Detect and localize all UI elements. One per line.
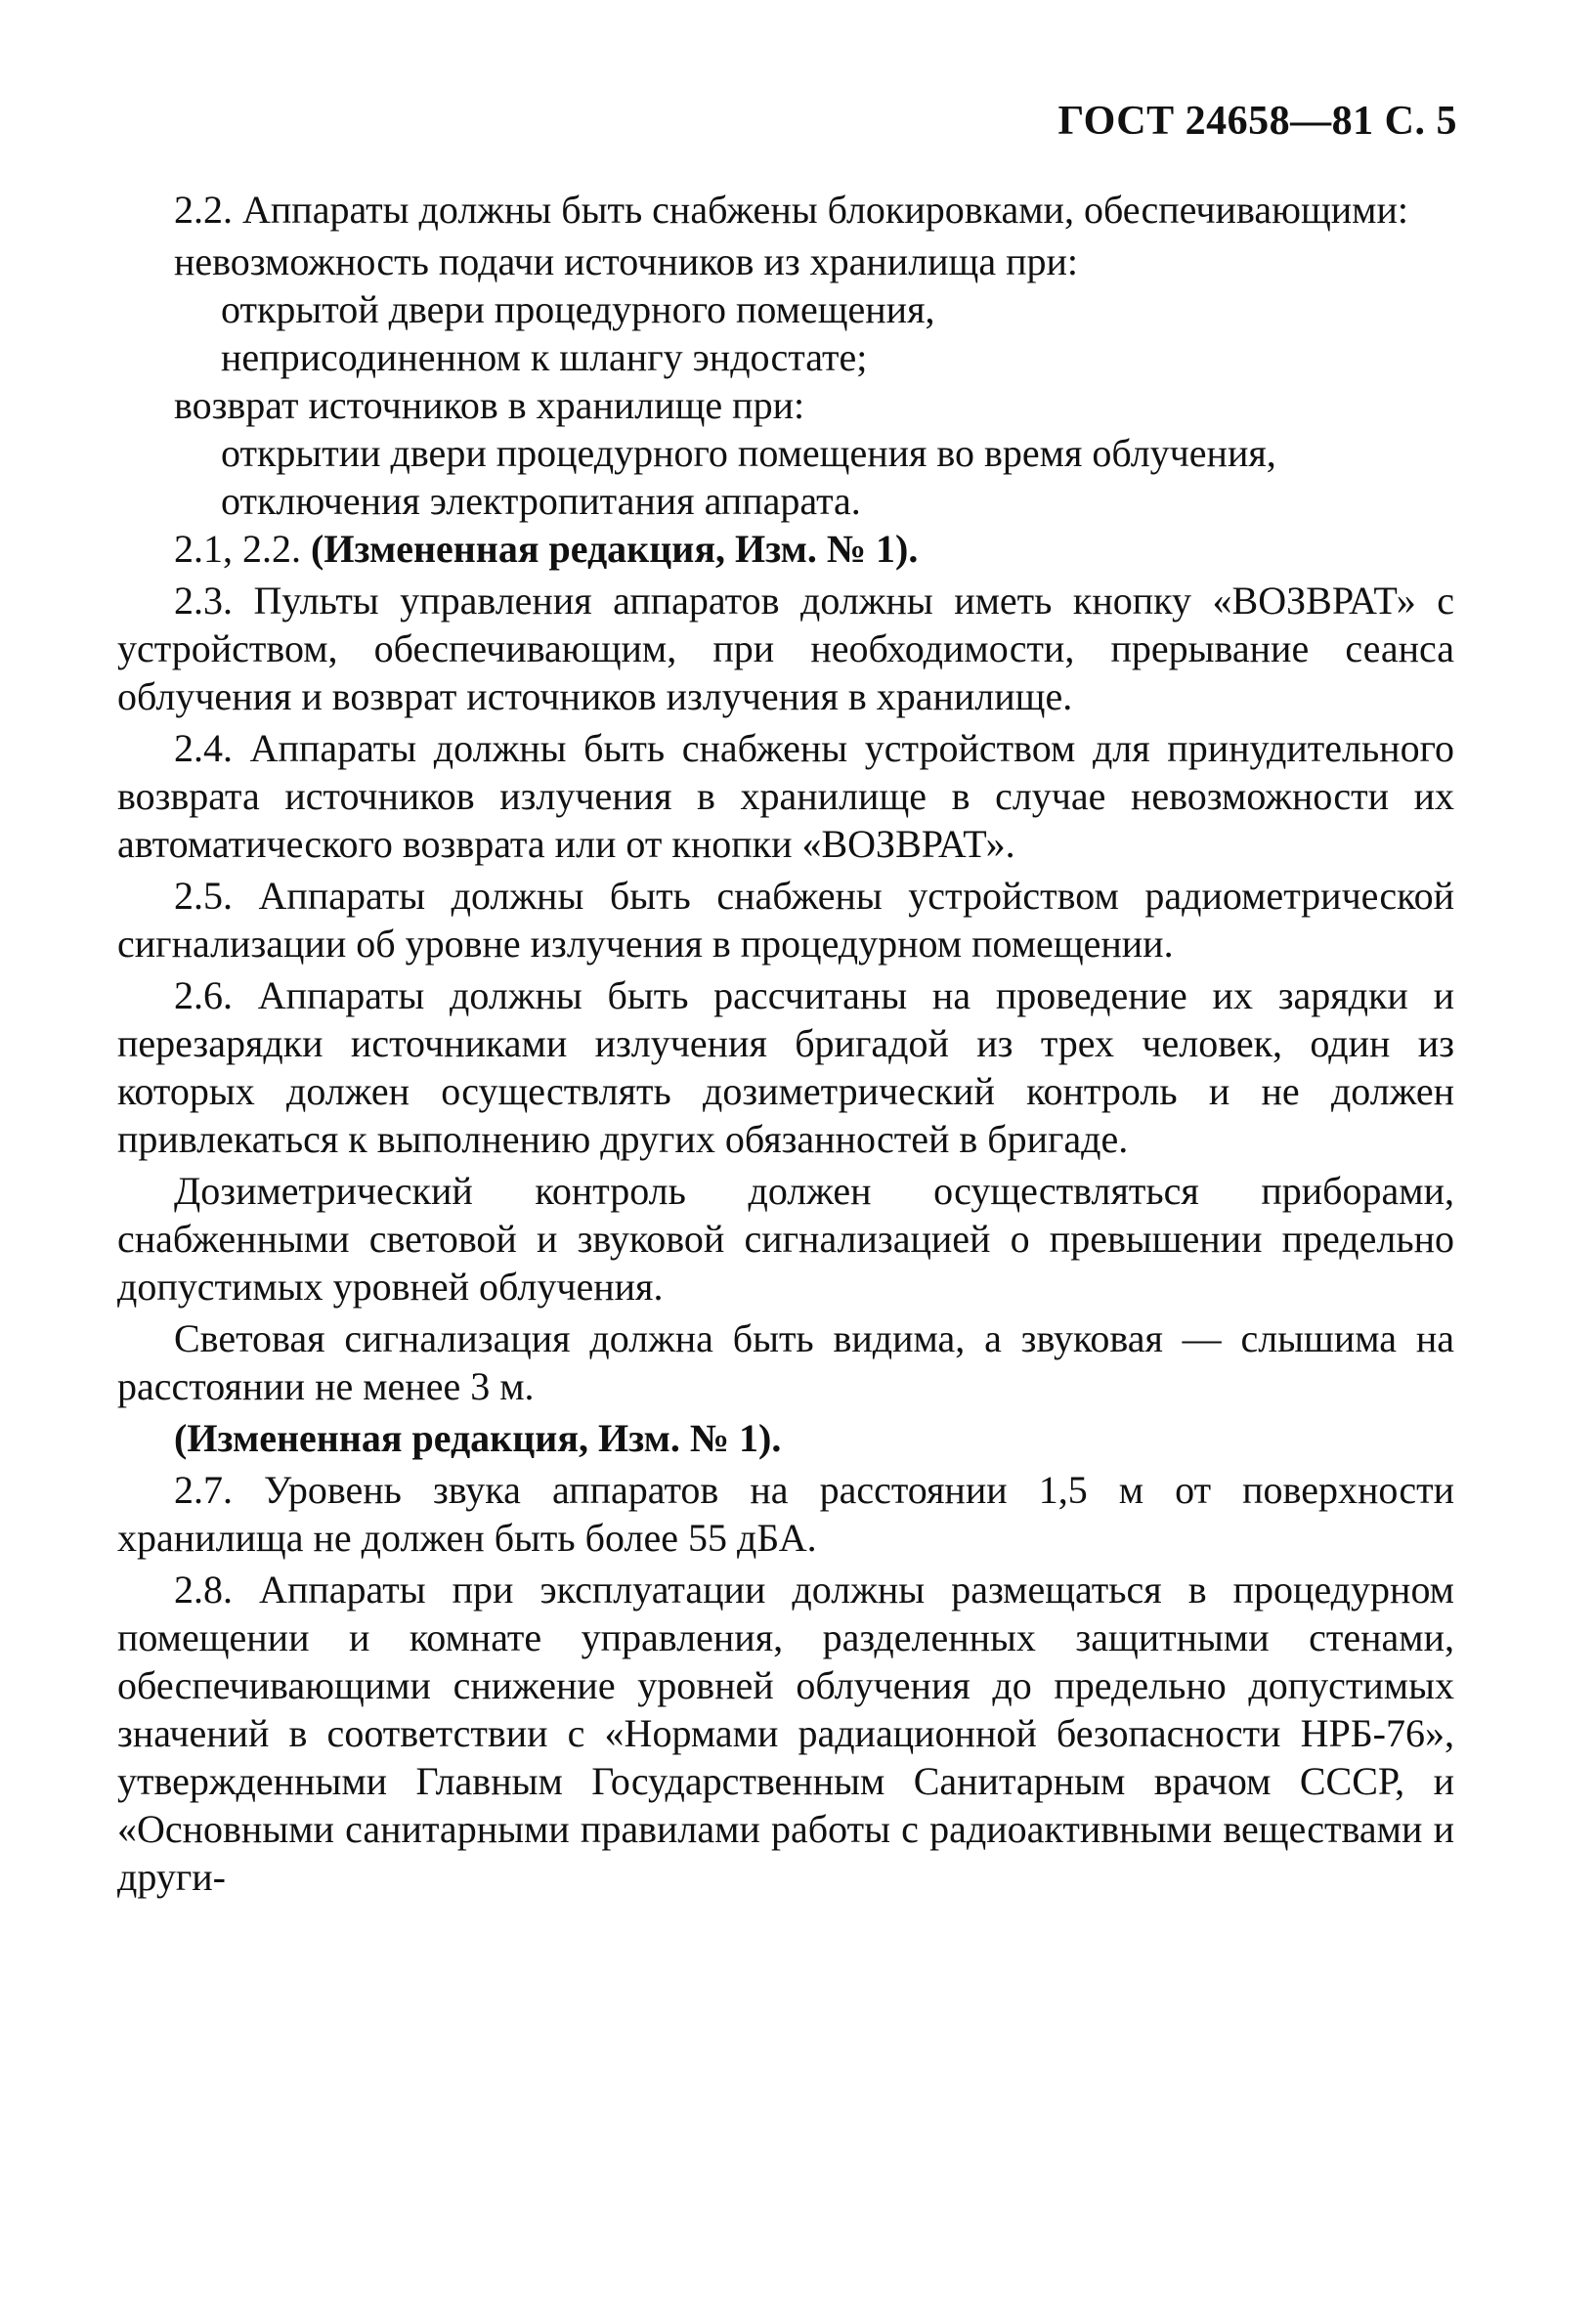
amendment-prefix: 2.1, 2.2.	[174, 527, 301, 571]
paragraph-2-8: 2.8. Аппараты при эксплуатации должны размещаться в процедурном помещении и комнате управления, разделенных защитными стенами, обеспечивающими снижение уровней облучения до предельно допустимых значений в соответствии с «Нормами радиационной безопасности НРБ-76», утвержденными Главным Государственным Санитарным врачом СССР, и «Основными санитарными правилами работы с радиоактивными веществами и други-	[117, 1568, 1454, 1899]
paragraph-2-2-a1: открытой двери процедурного помещения,	[221, 287, 935, 331]
paragraph-2-3: 2.3. Пульты управления аппаратов должны иметь кнопку «ВОЗВРАТ» с устройством, обеспечивающим, при необходимости, прерывание сеанса облучения и возврат источников излучения в хранилище.	[117, 579, 1454, 718]
paragraph-signal: Световая сигнализация должна быть видима, а звуковая — слышима на расстоянии не менее 3 м.	[117, 1316, 1454, 1408]
paragraph-dosimetry: Дозиметрический контроль должен осуществляться приборами, снабженными световой и звуковой сигнализацией о превышении предельно допустимых уровней облучения.	[117, 1169, 1454, 1309]
document-body	[117, 186, 1454, 1905]
running-header: ГОСТ 24658—81 С. 5	[1057, 99, 1457, 144]
paragraph-2-2-b2: отключения электропитания аппарата.	[221, 479, 861, 523]
paragraph-2-2-b1: открытии двери процедурного помещения во время облучения,	[221, 431, 1276, 475]
paragraph-2-5: 2.5. Аппараты должны быть снабжены устройством радиометрической сигнализации об уровне излучения в процедурном помещении.	[117, 874, 1454, 966]
amendment-bold: (Измененная редакция, Изм. № 1).	[311, 527, 919, 571]
paragraph-2-2-a: невозможность подачи источников из хранилища при:	[174, 239, 1079, 283]
paragraph-2-7: 2.7. Уровень звука аппаратов на расстоянии 1,5 м от поверхности хранилища не должен быть более 55 дБА.	[117, 1468, 1454, 1560]
paragraph-2-6: 2.6. Аппараты должны быть рассчитаны на проведение их зарядки и перезарядки источниками излучения бригадой из трех человек, один из которых должен осуществлять дозиметрический контроль и не должен привлекаться к выполнению других обязанностей в бригаде.	[117, 973, 1454, 1161]
paragraph-2-2: 2.2. Аппараты должны быть снабжены блокировками, обеспечивающими:	[174, 188, 1408, 232]
amendment-note-2: (Измененная редакция, Изм. № 1).	[174, 1416, 782, 1460]
paragraph-2-2-b: возврат источников в хранилище при:	[174, 383, 805, 427]
paragraph-2-4: 2.4. Аппараты должны быть снабжены устройством для принудительного возврата источников излучения в хранилище в случае невозможности их автоматического возврата или от кнопки «ВОЗВРАТ».	[117, 726, 1454, 866]
amendment-note-1	[117, 525, 1454, 573]
paragraph-2-2-a2: неприсодиненном к шлангу эндостате;	[221, 335, 868, 379]
